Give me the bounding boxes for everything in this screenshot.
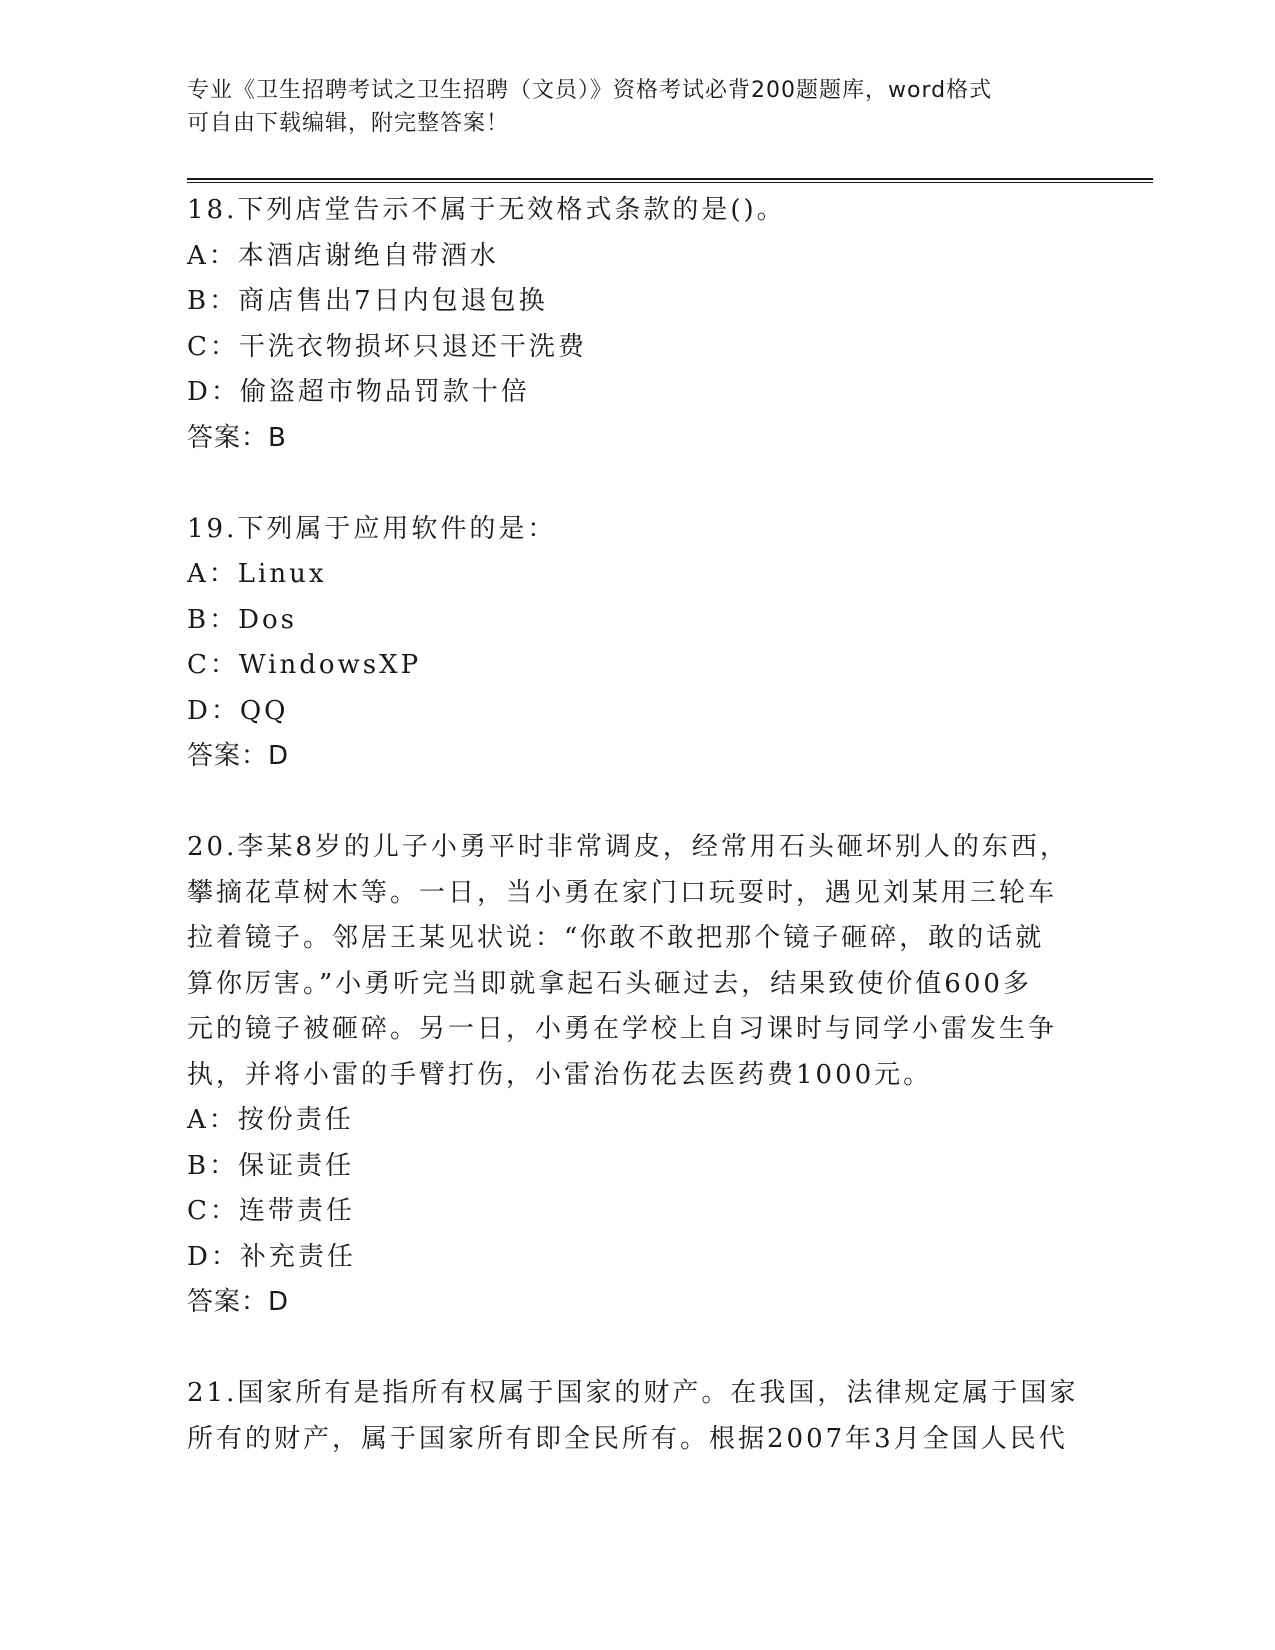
option-b: B：Dos	[187, 604, 297, 635]
question-stem-line: 所有的财产，属于国家所有即全民所有。根据2007年3月全国人民代	[187, 1423, 1068, 1454]
spacer	[187, 461, 1087, 507]
spacer	[187, 780, 1087, 826]
header-line-2: 可自由下载编辑，附完整答案！	[187, 111, 510, 136]
option-b: B：保证责任	[187, 1150, 355, 1181]
question-stem-line: 21.国家所有是指所有权属于国家的财产。在我国，法律规定属于国家	[187, 1378, 1079, 1408]
header-line-1: 专业《卫生招聘考试之卫生招聘（文员）》资格考试必背200题题库，word格式	[187, 78, 993, 103]
option-d: D：偷盗超市物品罚款十倍	[187, 377, 530, 407]
question-stem-line: 算你厉害。”小勇听完当即就拿起石头砸过去，结果致使价值600多	[187, 968, 1032, 999]
answer: 答案：D	[187, 1287, 290, 1317]
question-stem-line: 元的镜子被砸碎。另一日，小勇在学校上自习课时与同学小雷发生争	[187, 1014, 1058, 1044]
document-header	[187, 74, 1087, 140]
option-a: A：Linux	[187, 559, 327, 589]
question-stem-line: 拉着镜子。邻居王某见状说：“你敢不敢把那个镜子砸碎，敢的话就	[187, 923, 1045, 953]
question-stem-line: 攀摘花草树木等。一日，当小勇在家门口玩耍时，遇见刘某用三轮车	[187, 877, 1058, 908]
answer: 答案：B	[187, 422, 287, 453]
question-20	[187, 825, 1087, 1326]
question-list	[187, 188, 1087, 1462]
question-19	[187, 507, 1087, 780]
option-b: B：商店售出7日内包退包换	[187, 286, 548, 316]
answer: 答案：D	[187, 741, 290, 771]
option-c: C：连带责任	[187, 1196, 355, 1226]
option-c: C：干洗衣物损坏只退还干洗费	[187, 331, 587, 362]
option-a: A：按份责任	[187, 1105, 354, 1135]
question-21	[187, 1371, 1087, 1462]
option-d: D：补充责任	[187, 1241, 356, 1272]
question-stem-line: 执，并将小雷的手臂打伤，小雷治伤花去医药费1000元。	[187, 1059, 933, 1090]
spacer	[187, 1326, 1087, 1372]
question-stem: 18.下列店堂告示不属于无效格式条款的是()。	[187, 195, 786, 225]
question-stem: 19.下列属于应用软件的是：	[187, 513, 557, 544]
option-d: D：QQ	[187, 695, 289, 726]
question-18	[187, 188, 1087, 461]
option-c: C：WindowsXP	[187, 650, 422, 680]
question-stem-line: 20.李某8岁的儿子小勇平时非常调皮，经常用石头砸坏别人的东西，	[187, 832, 1069, 862]
header-divider	[187, 178, 1153, 183]
option-a: A：本酒店谢绝自带酒水	[187, 240, 499, 271]
